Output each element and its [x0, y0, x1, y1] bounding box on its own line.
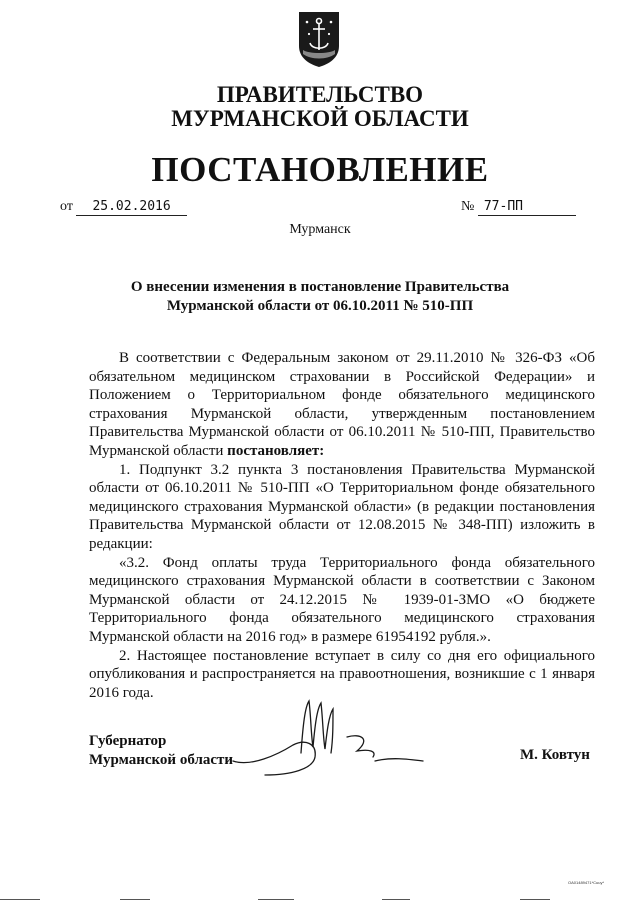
subject-line2: Мурманской области от 06.10.2011 № 510-ПП [166, 298, 474, 314]
subject-line1: О внесении изменения в постановление Правительства [130, 279, 510, 295]
handwritten-signature [225, 695, 425, 785]
scan-edge-mark [120, 899, 150, 900]
document-body [89, 349, 595, 702]
paragraph-item-2: 2. Настоящее постановление вступает в силу со дня его официального опубликования и распространяется на правоотношения, возникшие с 1 января 2016 года. [89, 647, 595, 701]
government-name-line2: МУРМАНСКОЙ ОБЛАСТИ [171, 106, 469, 131]
coat-of-arms-icon [297, 10, 341, 68]
scan-edge-mark [258, 899, 294, 900]
date-prefix: от [60, 199, 73, 214]
government-name-line1: ПРАВИТЕЛЬСТВО [216, 82, 424, 107]
paragraph-item-1: 1. Подпункт 3.2 пункта 3 постановления Правительства Мурманской области от 06.10.2011 № 510-ПП «О Территориальном фонде обязательного медицинского страхования Мурманской области» (в редакции постановления Правительства Мурманской области от 12.08.2015 № 348-ПП) изложить в редакции: [89, 461, 595, 552]
signatory-position [89, 732, 233, 770]
preamble-text: В соответствии с Федеральным законом от 29.11.2010 № 326-ФЗ «Об обязательном медицинском страховании в Российской Федерации» и Положением о Территориальном фонде обязательного медицинского страхования Мурманской области, утвержденным постановлением Правительства Мурманской области от 06.10.2011 № 510-ПП, Правительство Мурманской области [89, 350, 595, 459]
scan-edge-mark [0, 899, 40, 900]
scan-edge-mark [382, 899, 410, 900]
date-value: 25.02.2016 [76, 199, 187, 216]
paragraph-preamble [89, 349, 595, 461]
document-subject [60, 278, 580, 316]
document-type-title: ПОСТАНОВЛЕНИЕ [151, 150, 489, 189]
signatory-name: М. Ковтун [520, 747, 590, 763]
position-line1: Губернатор [89, 733, 167, 749]
date-field [60, 199, 187, 216]
document-code: OA01489471*Cuuy* [568, 880, 605, 885]
position-line2: Мурманской области [89, 752, 234, 768]
paragraph-quoted-amendment: «3.2. Фонд оплаты труда Территориального фонда обязательного медицинского страхования Мурманской области в соответствии с Законом Мурманской области от 24.12.2015 № 1939-01-ЗМО «О бюджете Территориального фонда обязательного медицинского страхования Мурманской области на 2016 год» в размере 61954192 рубля.». [89, 554, 595, 645]
number-prefix: № [461, 199, 475, 214]
city-name: Мурманск [289, 222, 351, 237]
preamble-resolves: постановляет: [227, 442, 325, 459]
number-field [461, 199, 576, 216]
number-value: 77-ПП [478, 199, 576, 216]
scan-edge-mark [520, 899, 550, 900]
